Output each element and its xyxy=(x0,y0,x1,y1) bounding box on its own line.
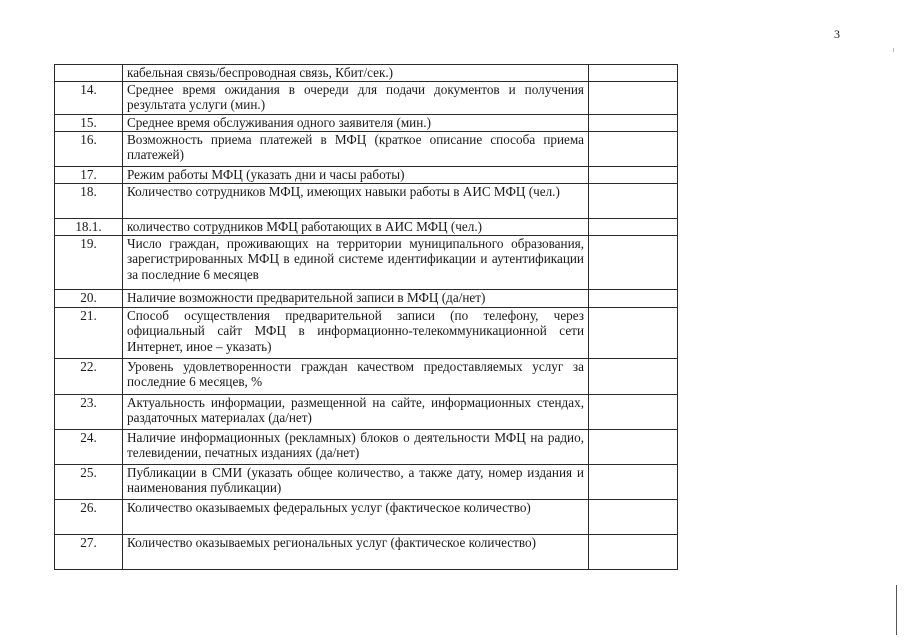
indicator-table xyxy=(54,64,678,570)
row-indicator: Наличие информационных (рекламных) блоков о деятельности МФЦ на радио, телевидении, печатных изданиях (да/нет) xyxy=(123,429,589,464)
table-row xyxy=(55,394,678,429)
table-row xyxy=(55,218,678,235)
row-value-cell xyxy=(589,65,678,82)
row-number: 17. xyxy=(55,166,123,183)
row-value-cell xyxy=(589,534,678,569)
row-indicator: Количество оказываемых региональных услуг (фактическое количество) xyxy=(123,534,589,569)
table-row xyxy=(55,358,678,394)
row-number xyxy=(55,65,123,82)
row-value-cell xyxy=(589,183,678,218)
row-indicator: кабельная связь/беспроводная связь, Кбит/сек.) xyxy=(123,65,589,82)
row-number: 15. xyxy=(55,114,123,131)
scan-edge-mark xyxy=(893,48,894,52)
row-number: 19. xyxy=(55,235,123,289)
row-indicator: Режим работы МФЦ (указать дни и часы работы) xyxy=(123,166,589,183)
row-indicator: Способ осуществления предварительной записи (по телефону, через официальный сайт МФЦ в информационно-телекоммуникационной сети Интернет, иное – указать) xyxy=(123,307,589,358)
table-row xyxy=(55,183,678,218)
table-row xyxy=(55,429,678,464)
row-value-cell xyxy=(589,394,678,429)
row-indicator: количество сотрудников МФЦ работающих в АИС МФЦ (чел.) xyxy=(123,218,589,235)
table-row xyxy=(55,81,678,114)
table-row xyxy=(55,499,678,534)
row-indicator: Среднее время ожидания в очереди для подачи документов и получения результата услуги (мин.) xyxy=(123,81,589,114)
scan-edge-mark xyxy=(896,585,897,635)
row-indicator: Среднее время обслуживания одного заявителя (мин.) xyxy=(123,114,589,131)
row-value-cell xyxy=(589,307,678,358)
row-value-cell xyxy=(589,429,678,464)
table-row xyxy=(55,289,678,307)
page-number: 3 xyxy=(834,27,840,41)
row-value-cell xyxy=(589,166,678,183)
row-value-cell xyxy=(589,499,678,534)
table-row xyxy=(55,307,678,358)
row-value-cell xyxy=(589,235,678,289)
table-row xyxy=(55,464,678,499)
row-indicator: Уровень удовлетворенности граждан качеством предоставляемых услуг за последние 6 месяцев, % xyxy=(123,358,589,394)
row-number: 27. xyxy=(55,534,123,569)
row-number: 16. xyxy=(55,131,123,166)
row-value-cell xyxy=(589,218,678,235)
row-number: 22. xyxy=(55,358,123,394)
row-indicator: Публикации в СМИ (указать общее количество, а также дату, номер издания и наименования публикации) xyxy=(123,464,589,499)
row-indicator: Количество сотрудников МФЦ, имеющих навыки работы в АИС МФЦ (чел.) xyxy=(123,183,589,218)
row-value-cell xyxy=(589,114,678,131)
row-number: 14. xyxy=(55,81,123,114)
table-row xyxy=(55,114,678,131)
row-number: 18. xyxy=(55,183,123,218)
row-number: 25. xyxy=(55,464,123,499)
table-row xyxy=(55,65,678,82)
table-row xyxy=(55,235,678,289)
row-number: 23. xyxy=(55,394,123,429)
row-indicator: Наличие возможности предварительной записи в МФЦ (да/нет) xyxy=(123,289,589,307)
row-indicator: Количество оказываемых федеральных услуг (фактическое количество) xyxy=(123,499,589,534)
row-indicator: Число граждан, проживающих на территории муниципального образования, зарегистрированных МФЦ в единой системе идентификации и аутентификации за последние 6 месяцев xyxy=(123,235,589,289)
row-value-cell xyxy=(589,81,678,114)
row-value-cell xyxy=(589,358,678,394)
row-indicator: Возможность приема платежей в МФЦ (краткое описание способа приема платежей) xyxy=(123,131,589,166)
table-row xyxy=(55,131,678,166)
row-value-cell xyxy=(589,289,678,307)
row-number: 21. xyxy=(55,307,123,358)
table-row xyxy=(55,534,678,569)
row-number: 18.1. xyxy=(55,218,123,235)
row-number: 24. xyxy=(55,429,123,464)
table-row xyxy=(55,166,678,183)
row-indicator: Актуальность информации, размещенной на сайте, информационных стендах, раздаточных материалах (да/нет) xyxy=(123,394,589,429)
row-value-cell xyxy=(589,131,678,166)
row-value-cell xyxy=(589,464,678,499)
row-number: 20. xyxy=(55,289,123,307)
row-number: 26. xyxy=(55,499,123,534)
